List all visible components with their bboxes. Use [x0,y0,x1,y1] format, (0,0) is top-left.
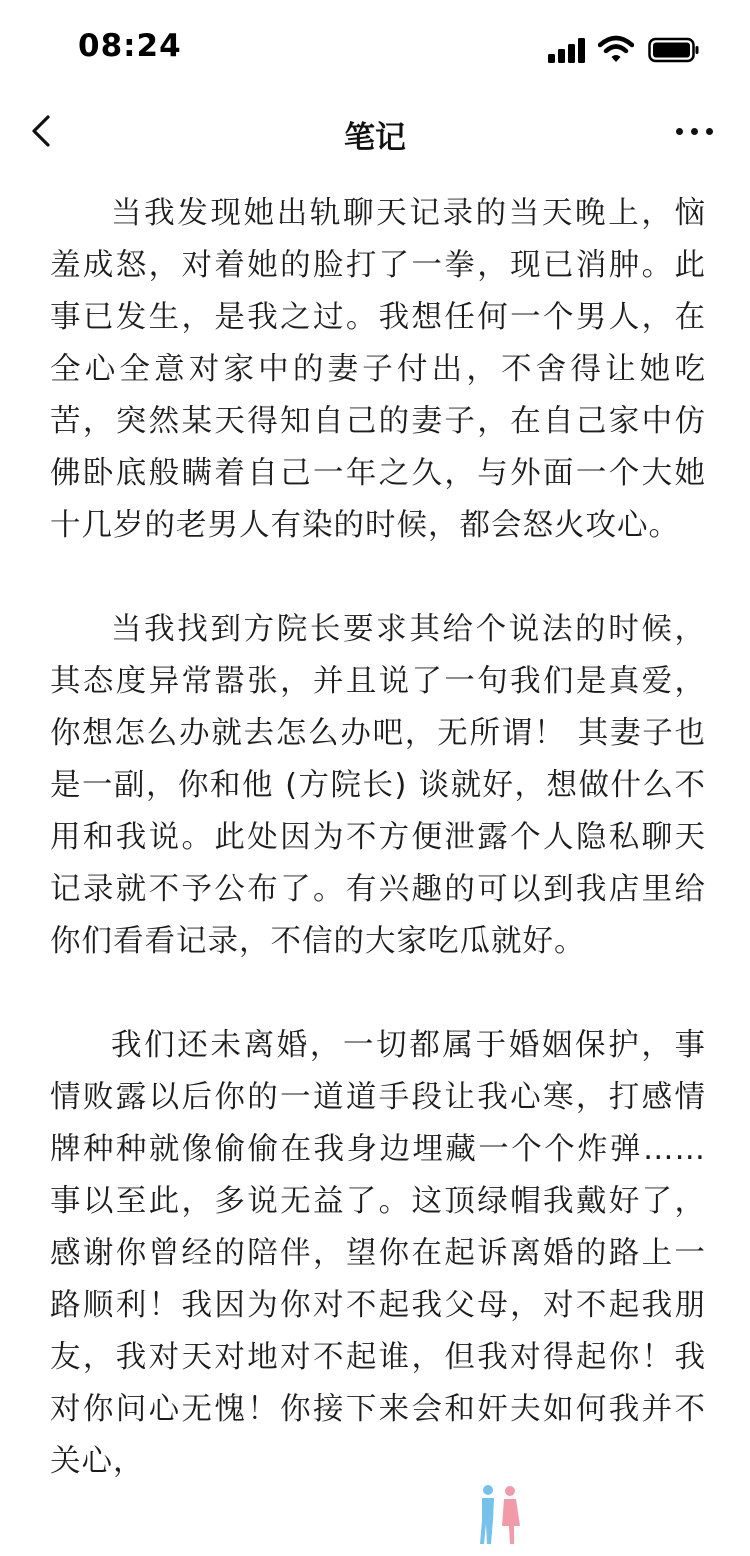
battery-icon [648,37,700,63]
wifi-icon [598,35,634,63]
status-time: 08:24 [78,28,182,64]
more-dots-icon[interactable] [676,126,716,138]
cellular-signal-icon [548,37,588,63]
note-paragraph: 我们还未离婚，一切都属于婚姻保护，事情败露以后你的一道道手段让我心寒，打感情牌种种就像偷偷在我身边埋藏一个个炸弹……事以至此，多说无益了。这顶绿帽我戴好了，感谢你曾经的陪伴，望你在起诉离婚的路上一路顺利！我因为你对不起我父母，对不起我朋友，我对天对地对不起谁，但我对得起你！我对你问心无愧！你接下来会和奸夫如何我并不关心， [50,1028,706,1479]
note-paragraph: 当我发现她出轨聊天记录的当天晚上，恼羞成怒，对着她的脸打了一拳，现已消肿。此事已发生，是我之过。我想任何一个男人，在全心全意对家中的妻子付出，不舍得让她吃苦，突然某天得知自己的妻子，在自己家中仿佛卧底般瞒着自己一年之久，与外面一个大她十几岁的老男人有染的时候，都会怒火攻心。 [50,196,706,543]
nav-bar [0,96,750,172]
note-paragraph: 当我找到方院长要求其给个说法的时候，其态度异常嚣张，并且说了一句我们是真爱，你想怎么办就去怎么办吧，无所谓！ 其妻子也是一副，你和他 (方院长) 谈就好，想做什么不用和我说。此处因为不方便泄露个人隐私聊天记录就不予公布了。有兴趣的可以到我店里给你们看看记录，不信的大家吃瓜就好。 [50,612,706,959]
couple-watermark-icon [470,1482,530,1548]
page-title: 笔记 [344,120,406,156]
status-bar [0,0,750,96]
note-body [50,188,706,1488]
